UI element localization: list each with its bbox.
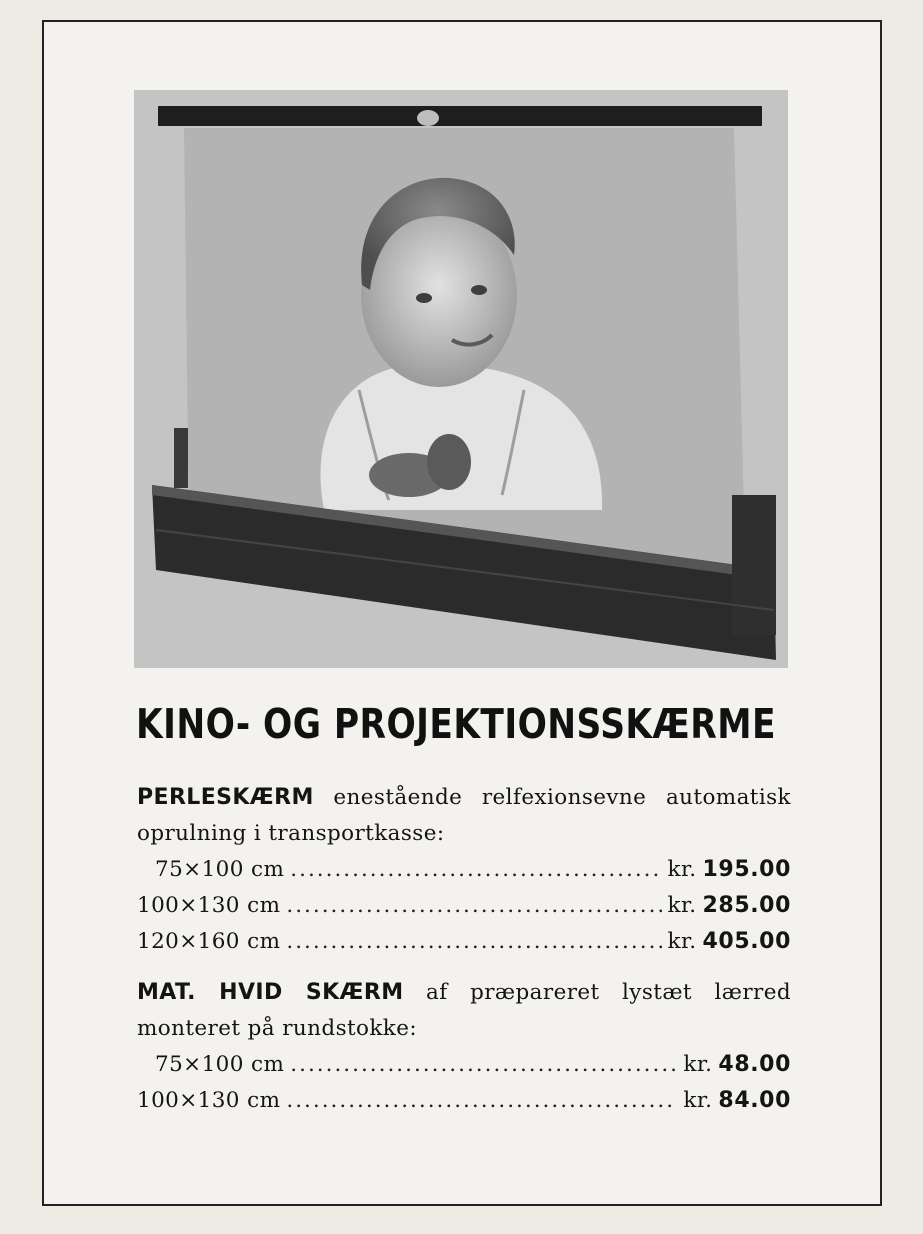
price-value: 195.00 (702, 857, 791, 882)
perleskaerm-text: enestående relfexionsevne automatisk oprulning i transportkasse: (137, 785, 791, 846)
perleskaerm-name: PERLESKÆRM (137, 785, 314, 810)
currency-label: kr. (683, 1052, 713, 1077)
mat-hvid-skaerm-description (137, 975, 791, 1047)
price-value: 84.00 (718, 1088, 791, 1113)
price-row (137, 1047, 791, 1083)
dot-leader (290, 1047, 677, 1083)
dot-leader (286, 924, 661, 960)
currency-label: kr. (667, 857, 697, 882)
size-label: 100×130 cm (137, 1088, 281, 1113)
size-label: 100×130 cm (137, 893, 281, 918)
price-value: 285.00 (702, 893, 791, 918)
size-label: 120×160 cm (137, 929, 281, 954)
dot-leader (290, 852, 661, 888)
currency-label: kr. (667, 929, 697, 954)
price-row (137, 852, 791, 888)
perleskaerm-section (137, 780, 791, 960)
size-label: 75×100 cm (155, 1052, 285, 1077)
currency-label: kr. (683, 1088, 713, 1113)
currency-label: kr. (667, 893, 697, 918)
ad-title: KINO- OG PROJEKTIONSSKÆRME (136, 700, 776, 748)
price-row (137, 888, 791, 924)
price-row (137, 1083, 791, 1119)
price-value: 48.00 (718, 1052, 791, 1077)
mat-hvid-skaerm-text: af præpareret lystæt lærred monteret på rundstokke: (137, 980, 791, 1041)
mat-hvid-skaerm-price-list (137, 1047, 791, 1119)
mat-hvid-skaerm-name: MAT. HVID SKÆRM (137, 980, 404, 1005)
perleskaerm-description (137, 780, 791, 852)
dot-leader (286, 888, 661, 924)
projection-screen-illustration (134, 90, 788, 668)
mat-hvid-skaerm-section (137, 975, 791, 1119)
perleskaerm-price-list (137, 852, 791, 960)
price-value: 405.00 (702, 929, 791, 954)
size-label: 75×100 cm (155, 857, 285, 882)
price-row (137, 924, 791, 960)
product-photo (134, 90, 788, 668)
dot-leader (286, 1083, 677, 1119)
